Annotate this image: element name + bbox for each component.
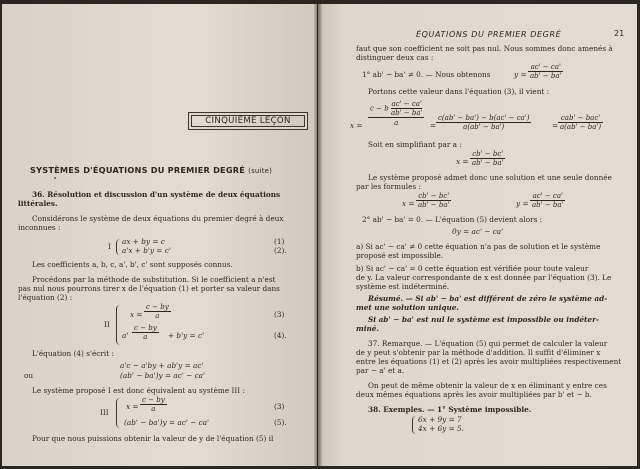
- remark-line-3: entre les équations (1) et (2) après les avoir multipliées respectivement: [356, 357, 622, 366]
- section-36-title-1: 36. Résolution et discussion d'un système de deux équations: [32, 190, 281, 199]
- big-equation-middle-numerator: c(ab' − ba') − b(ac' − ca'): [438, 114, 530, 122]
- system-2-eq-2-denominator: a: [143, 333, 148, 341]
- system-1-ref-1: (1): [274, 237, 285, 246]
- system-2-denominator: a: [155, 312, 160, 320]
- case-b-line-1: b) Si ac' − ca' = 0 cette équation est vérifiée pour toute valeur: [356, 264, 589, 273]
- big-equation-tail-denominator: a(ab' − ba'): [560, 123, 602, 131]
- big-equation-nested-denominator: a: [394, 119, 399, 127]
- system-1-ref-2: (2).: [274, 246, 287, 255]
- book-gutter: [314, 4, 322, 466]
- lesson-box: CINQUIÈME LEÇON: [188, 112, 308, 130]
- system-3-brace: [116, 398, 122, 428]
- solution-x-fraction: [416, 192, 451, 209]
- example-eq-2: 4x + 6y = 5.: [418, 424, 464, 433]
- paragraph-3-line-3: l'équation (2) :: [18, 293, 73, 302]
- right-paragraph-1-line-2: distinguer deux cas :: [356, 53, 434, 62]
- system-2-label: II: [104, 320, 110, 329]
- solution-y-denominator: ab' − ba': [532, 201, 564, 209]
- paragraph-3-line-1: Procédons par la méthode de substitution. Si le coefficient a n'est: [32, 275, 276, 284]
- system-3-ref-2: (5).: [274, 418, 287, 427]
- paragraph-6: Pour que nous puissions obtenir la valeur de y de l'équation (5) il: [32, 434, 274, 443]
- system-2-eq-2-numerator: c − by: [134, 324, 157, 332]
- system-2-x: x =: [130, 310, 143, 319]
- simplified-x: x =: [456, 157, 469, 166]
- paragraph-2: Les coefficients a, b, c, a', b', c' sont supposés connus.: [32, 260, 233, 269]
- chapter-title-text: SYSTÈMES D'ÉQUATIONS DU PREMIER DEGRÉ: [30, 165, 246, 175]
- big-equation-middle-fraction: [436, 114, 531, 131]
- big-equation-tail-numerator: cab' − bac': [558, 114, 603, 123]
- case-b-line-3: système est indéterminé.: [356, 282, 450, 291]
- system-3-ref-1: (3): [274, 402, 285, 411]
- system-3-label: III: [100, 408, 109, 417]
- paragraph-4: L'équation (4) s'écrit :: [32, 349, 114, 358]
- left-page: [2, 4, 317, 466]
- solution-y-numerator: ac' − ca': [530, 192, 565, 201]
- big-equation-x: x =: [350, 121, 363, 130]
- resume-line-3: Si ab' − ba' est nul le système est impossible ou indéter-: [368, 315, 599, 324]
- system-2-ref-1: (3): [274, 310, 285, 319]
- system-1-brace: [116, 239, 121, 255]
- remark-2-line-1: On peut de même obtenir la valeur de x en éliminant y entre ces: [368, 381, 607, 390]
- simplified-numerator: cb' − bc': [470, 150, 505, 159]
- big-equation-equals-1: =: [430, 121, 437, 130]
- case-1-numerator: ac' − ca': [528, 63, 563, 72]
- paragraph-1-line-2: inconnues :: [18, 223, 61, 232]
- right-paragraph-3: Soit en simplifiant par a :: [368, 140, 462, 149]
- resume-line-1: Résumé. — Si ab' − ba' est différent de zéro le système ad-: [368, 294, 608, 303]
- case-b-line-2: de y. La valeur correspondante de x est donnée par l'équation (3). Le: [356, 273, 612, 282]
- system-2-eq-2-fraction: [132, 324, 159, 341]
- solution-x: x =: [402, 199, 415, 208]
- system-2-eq-2-prefix: a': [122, 331, 129, 340]
- ou-word: ou: [24, 371, 34, 380]
- big-equation-nested-prefix: c − b: [370, 104, 389, 113]
- page-number: 21: [614, 29, 625, 38]
- system-1-eq-1: ax + by = c: [122, 237, 165, 246]
- big-equation-inner-fraction: [391, 100, 422, 117]
- right-paragraph-4-line-1: Le système proposé admet donc une solution et une seule donnée: [368, 173, 612, 182]
- big-equation-equals-2: =: [552, 121, 559, 130]
- right-page: [318, 4, 637, 466]
- case-1-fraction: [528, 63, 563, 80]
- system-3-numerator: c − by: [142, 396, 165, 404]
- case-1-denominator: ab' − ba': [530, 72, 562, 80]
- case-1: 1° ab' − ba' ≠ 0. — Nous obtenons: [362, 70, 491, 79]
- resume-line-2: met une solution unique.: [356, 303, 459, 312]
- big-equation-nested-fraction: [368, 100, 424, 128]
- simplified-fraction: [470, 150, 505, 167]
- system-3-x: x =: [126, 402, 139, 411]
- remark-2-line-2: deux mêmes équations après les avoir multipliées par b' et − b.: [356, 390, 592, 399]
- big-equation-inner-denominator: ab' − ba': [390, 109, 423, 117]
- system-1-eq-2: a'x + b'y = c': [122, 246, 171, 255]
- examples-title: 38. Exemples. — 1° Système impossible.: [368, 405, 532, 414]
- case-a-line-2: proposé est impossible.: [356, 251, 444, 260]
- system-2-fraction: [144, 303, 171, 320]
- case-a-line-1: a) Si ac' − ca' ≠ 0 cette équation n'a pas de solution et le système: [356, 242, 601, 251]
- running-header: ÉQUATIONS DU PREMIER DEGRÉ: [416, 30, 562, 39]
- big-equation-nested-top: [368, 100, 424, 118]
- example-eq-1: 6x + 9y = 7: [418, 415, 462, 424]
- remark-line-4: par − a' et a.: [356, 366, 405, 375]
- simplified-denominator: ab' − ba': [472, 159, 504, 167]
- big-equation-inner-numerator: ac' − ca': [391, 100, 422, 108]
- solution-y: y =: [516, 199, 529, 208]
- case-2: 2° ab' − ba' = 0. — L'équation (5) devient alors :: [362, 215, 543, 224]
- system-3-eq-2: (ab' − ba')y = ac' − ca': [124, 418, 210, 427]
- right-paragraph-2: Portons cette valeur dans l'équation (3), il vient :: [368, 87, 550, 96]
- system-3-fraction: [140, 396, 167, 413]
- right-paragraph-4-line-2: par les formules :: [356, 182, 421, 191]
- example-brace: [412, 416, 417, 434]
- right-paragraph-1-line-1: faut que son coefficient ne soit pas nul. Nous sommes donc amenés à: [356, 44, 613, 53]
- solution-x-denominator: ab' − ba': [418, 201, 450, 209]
- paragraph-5: Le système proposé I est donc équivalent au système III :: [32, 386, 245, 395]
- ink-dot: [54, 177, 56, 179]
- chapter-title: [30, 165, 272, 175]
- solution-x-numerator: cb' − bc': [416, 192, 451, 201]
- resume-line-4: miné.: [356, 324, 379, 333]
- system-2-numerator: c − by: [146, 303, 169, 311]
- system-1-label: I: [108, 242, 111, 251]
- remark-line-2: de y peut s'obtenir par la méthode d'addition. Il suffit d'éliminer x: [356, 348, 601, 357]
- case-2-equation: 0y = ac' − ca': [452, 227, 504, 236]
- paragraph-3-line-2: pas nul nous pourrons tirer x de l'équation (1) et porter sa valeur dans: [18, 284, 280, 293]
- system-2-ref-2: (4).: [274, 331, 287, 340]
- chapter-suite: (suite): [248, 167, 273, 175]
- remark-line-1: 37. Remarque. — L'équation (5) qui permet de calculer la valeur: [368, 339, 608, 348]
- solution-y-fraction: [530, 192, 565, 209]
- big-equation-tail-fraction: [558, 114, 603, 131]
- equation-4-line-1: a'c − a'by + ab'y = ac': [120, 361, 204, 370]
- equation-4-line-2: (ab' − ba')y = ac' − ca': [120, 371, 206, 380]
- big-equation-middle-denominator: a(ab' − ba'): [463, 123, 505, 131]
- section-36-title-2: littérales.: [18, 199, 58, 208]
- paragraph-1-line-1: Considérons le système de deux équations du premier degré à deux: [32, 214, 284, 223]
- system-3-denominator: a: [151, 405, 156, 413]
- system-2-eq-2-suffix: + b'y = c': [168, 331, 205, 340]
- case-1-y: y =: [514, 70, 527, 79]
